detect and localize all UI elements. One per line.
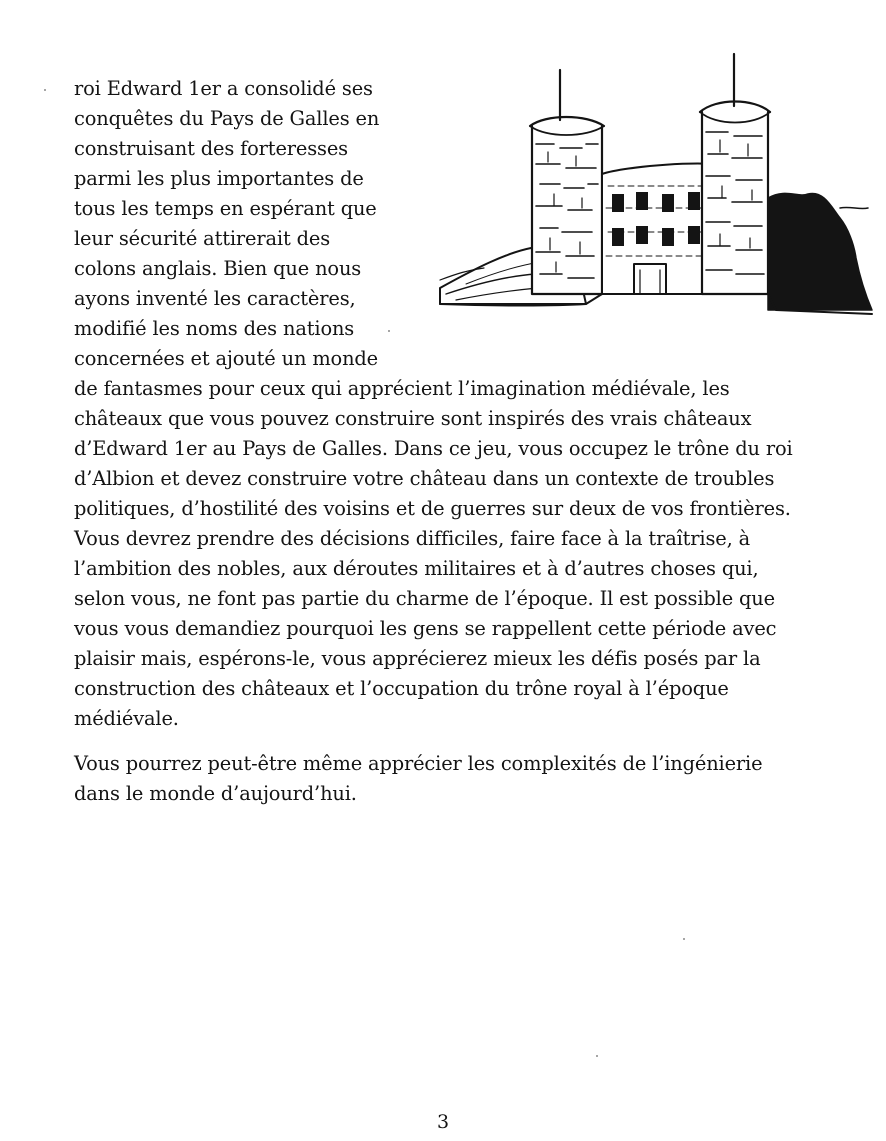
text-line: dans le monde d’aujourd’hui. [74, 782, 357, 805]
text-line: concernées et ajouté un monde [74, 347, 379, 370]
page-number: 3 [436, 1111, 450, 1133]
text-line: modifié les noms des nations [74, 317, 355, 340]
text-line: Vous pourrez peut-être même apprécier les complexités de l’ingénierie [74, 752, 763, 775]
text-line: construction des châteaux et l’occupation du trône royal à l’époque [74, 677, 729, 700]
text-line: Vous devrez prendre des décisions difficiles, faire face à la traîtrise, à [74, 527, 751, 550]
scan-speck [44, 89, 46, 91]
text-line: médiévale. [74, 707, 179, 730]
text-line: plaisir mais, espérons-le, vous apprécierez mieux les défis posés par la [74, 647, 761, 670]
text-line: politiques, d’hostilité des voisins et de guerres sur deux de vos frontières. [74, 497, 791, 520]
text-line: ayons inventé les caractères, [74, 287, 356, 310]
scan-speck [596, 1055, 598, 1057]
scan-speck [388, 330, 390, 332]
castle-ruin-illustration [436, 48, 876, 326]
text-line: l’ambition des nobles, aux déroutes militaires et à d’autres choses qui, [74, 557, 759, 580]
scan-speck [683, 938, 685, 940]
text-line: selon vous, ne font pas partie du charme de l’époque. Il est possible que [74, 587, 775, 610]
text-line: leur sécurité attirerait des [74, 227, 330, 250]
text-line: colons anglais. Bien que nous [74, 257, 362, 280]
text-line: de fantasmes pour ceux qui apprécient l’imagination médiévale, les [74, 377, 730, 400]
text-line: vous vous demandiez pourquoi les gens se rappellent cette période avec [74, 617, 777, 640]
text-line: construisant des forteresses [74, 137, 348, 160]
text-line: roi Edward 1er a consolidé ses [74, 77, 373, 100]
text-line: châteaux que vous pouvez construire sont inspirés des vrais châteaux [74, 407, 752, 430]
text-line: d’Albion et devez construire votre château dans un contexte de troubles [74, 467, 775, 490]
text-line: d’Edward 1er au Pays de Galles. Dans ce jeu, vous occupez le trône du roi [74, 437, 793, 460]
text-line: conquêtes du Pays de Galles en [74, 107, 380, 130]
text-line: tous les temps en espérant que [74, 197, 377, 220]
text-line: parmi les plus importantes de [74, 167, 364, 190]
